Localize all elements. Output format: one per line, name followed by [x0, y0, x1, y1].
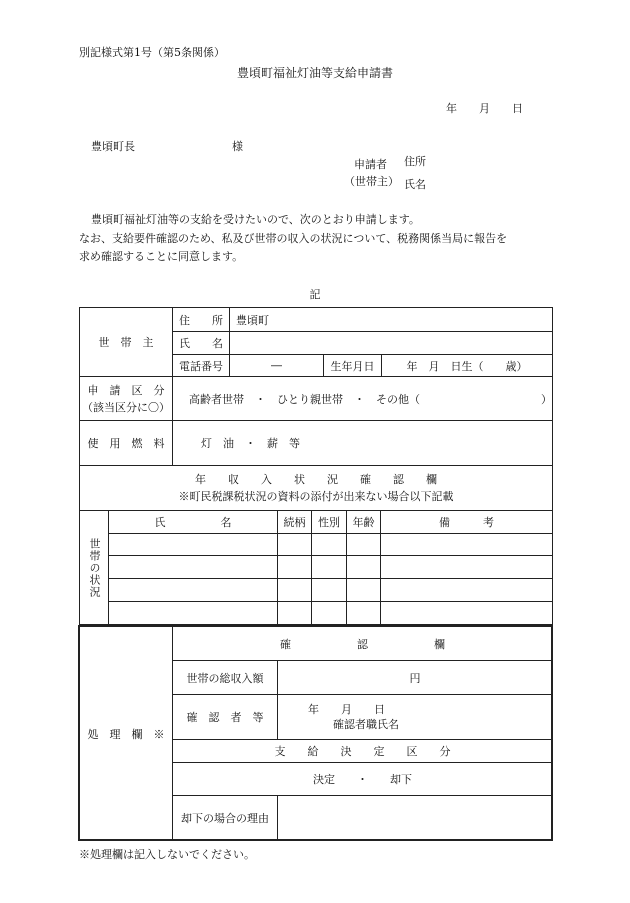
category-label: 申 請 区 分 [87, 383, 165, 397]
member-relation-cell[interactable] [278, 579, 312, 602]
total-income-field[interactable]: 円 [278, 661, 553, 695]
member-age-cell[interactable] [347, 579, 381, 602]
income-title: 年 収 入 状 況 確 認 欄 [195, 473, 437, 486]
paragraph-2a: なお、支給要件確認のため、私及び世帯の収入の状況について、税務関係当局に報告を [79, 232, 508, 245]
confirmer-label: 確 認 者 等 [173, 695, 278, 740]
form-title: 豊頃町福祉灯油等支給申請書 [236, 66, 393, 80]
household-row [80, 579, 553, 602]
phone-label: 電話番号 [173, 355, 230, 377]
member-remarks-cell[interactable] [381, 602, 553, 625]
member-relation-cell[interactable] [278, 556, 312, 579]
applicant-sub-label: （世帯主） [344, 175, 399, 188]
footer-note: ※処理欄は記入しないでください。 [79, 848, 255, 861]
name-label: 氏名 [404, 178, 426, 191]
decision-header: 支 給 決 定 区 分 [173, 740, 553, 763]
member-remarks-cell[interactable] [381, 534, 553, 556]
member-relation-cell[interactable] [278, 602, 312, 625]
member-remarks-cell[interactable] [381, 556, 553, 579]
household-row [80, 556, 553, 579]
household-table [79, 510, 553, 625]
member-age-cell[interactable] [347, 534, 381, 556]
member-gender-cell[interactable] [312, 534, 347, 556]
member-gender-cell[interactable] [312, 556, 347, 579]
confirm-date: 年 月 日 [308, 703, 385, 716]
category-options[interactable]: 高齢者世帯 ・ ひとり親世帯 ・ その他（ ） [173, 377, 553, 421]
birth-field[interactable]: 年 月 日生（ 歳） [382, 355, 553, 377]
member-relation-cell[interactable] [278, 534, 312, 556]
recipient: 豊頃町長 [91, 140, 135, 153]
date-line: 年 月 日 [446, 102, 523, 115]
member-name-cell[interactable] [109, 579, 278, 602]
address-row-label: 住 所 [173, 308, 230, 332]
paragraph-2b: 求め確認することに同意します。 [79, 250, 244, 263]
member-remarks-cell[interactable] [381, 579, 553, 602]
col-gender-header: 性別 [312, 511, 347, 534]
category-label-cell [80, 377, 173, 421]
household-row [80, 534, 553, 556]
member-age-cell[interactable] [347, 602, 381, 625]
phone-field[interactable]: ― [230, 355, 324, 377]
col-relation-header: 続柄 [278, 511, 312, 534]
fuel-label: 使 用 燃 料 [80, 421, 173, 466]
honorific: 様 [232, 140, 243, 153]
household-status-label: 世帯の状況 [80, 511, 109, 625]
ki-label: 記 [309, 288, 321, 301]
address-label: 住所 [404, 155, 426, 168]
form-number: 別記様式第1号（第5条関係） [79, 46, 225, 59]
birth-label: 生年月日 [324, 355, 382, 377]
member-gender-cell[interactable] [312, 579, 347, 602]
household-row [80, 602, 553, 625]
member-name-cell[interactable] [109, 534, 278, 556]
category-sub-label: （該当区分に〇） [82, 400, 170, 414]
confirm-header: 確 認 欄 [173, 627, 553, 661]
member-name-cell[interactable] [109, 556, 278, 579]
paragraph-1: 豊頃町福祉灯油等の支給を受けたいので、次のとおり申請します。 [91, 213, 420, 226]
income-note: ※町民税課税状況の資料の添付が出来ない場合以下記載 [178, 490, 454, 503]
address-field[interactable]: 豊頃町 [230, 308, 553, 332]
decision-options[interactable]: 決定 ・ 却下 [173, 763, 553, 796]
processing-label: 処 理 欄 ※ [80, 627, 173, 841]
confirmer-field[interactable] [278, 695, 553, 740]
total-income-label: 世帯の総収入額 [173, 661, 278, 695]
col-name-header: 氏 名 [109, 511, 278, 534]
fuel-options[interactable]: 灯 油 ・ 薪 等 [173, 421, 553, 466]
applicant-table [79, 307, 553, 511]
confirmer-name-label: 確認者職氏名 [333, 718, 399, 731]
name-field[interactable] [230, 332, 553, 355]
member-name-cell[interactable] [109, 602, 278, 625]
applicant-label: 申請者 [354, 158, 387, 171]
col-age-header: 年齢 [347, 511, 381, 534]
rejection-reason-field[interactable] [278, 796, 553, 841]
member-gender-cell[interactable] [312, 602, 347, 625]
member-age-cell[interactable] [347, 556, 381, 579]
processing-table [79, 626, 553, 841]
col-remarks-header: 備 考 [381, 511, 553, 534]
name-row-label: 氏 名 [173, 332, 230, 355]
rejection-reason-label: 却下の場合の理由 [173, 796, 278, 841]
income-header [80, 466, 553, 511]
household-head-label: 世 帯 主 [80, 308, 173, 377]
